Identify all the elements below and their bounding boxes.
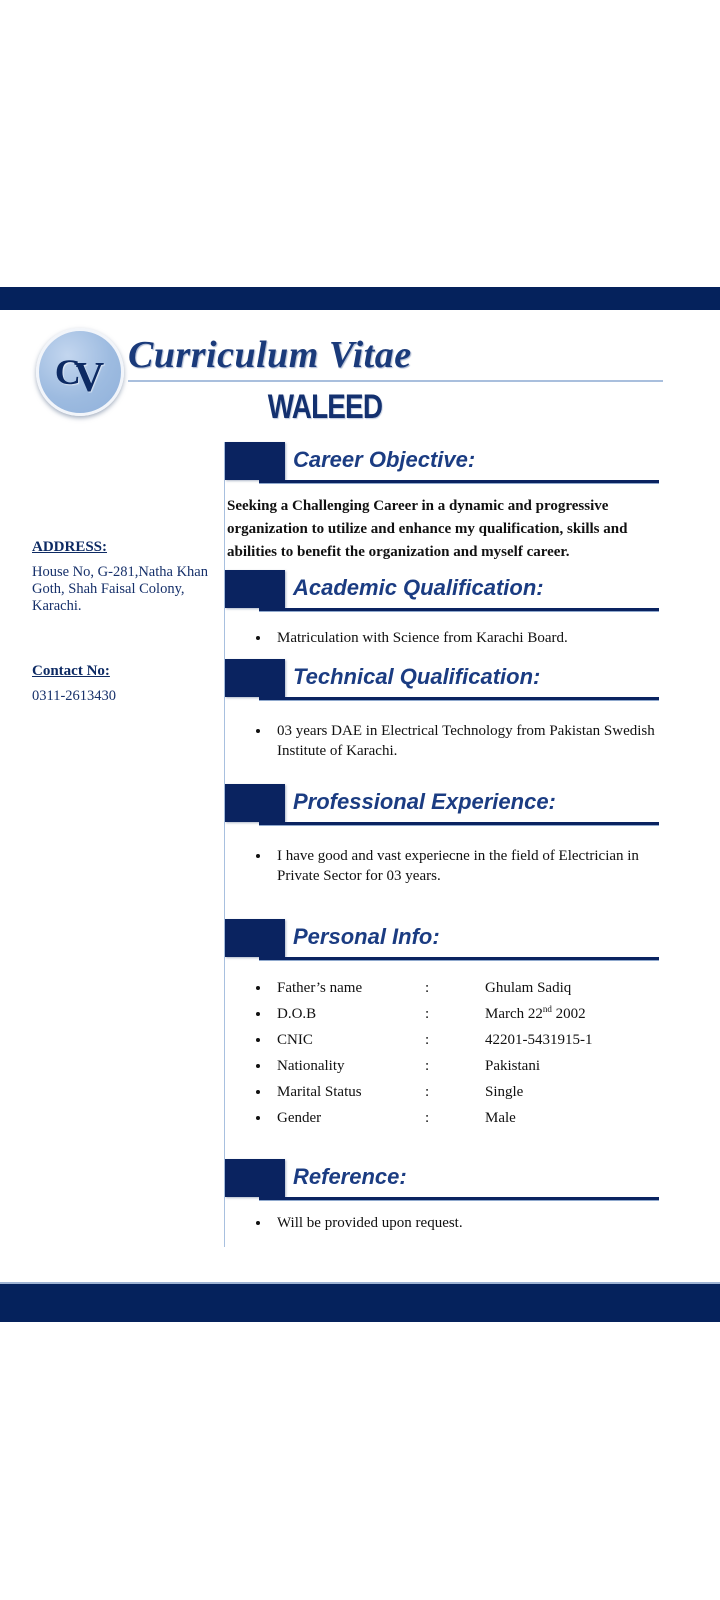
section-rule: [259, 1197, 659, 1201]
section-header-technical-qualification: [225, 659, 664, 701]
address-heading: ADDRESS:: [32, 539, 108, 555]
section-title-academic-qualification: Academic Qualification:: [293, 575, 544, 600]
section-header-personal-info: [225, 919, 664, 961]
list-item: [271, 975, 664, 1001]
personal-info-label: D.O.B: [277, 1006, 317, 1022]
contact-value: 0311-2613430: [32, 688, 117, 704]
personal-info-value: 42201-5431915-1: [485, 1032, 593, 1048]
cv-logo-letter-v: V: [73, 355, 102, 401]
section-accent-block: [225, 1159, 285, 1197]
section-accent-block: [225, 442, 285, 480]
personal-info-colon: :: [425, 1058, 430, 1074]
section-rule: [259, 957, 659, 961]
list-item: • Will be provided upon request.: [271, 1213, 664, 1233]
section-body-professional-experience: [225, 826, 664, 899]
contact-heading: Contact No:: [32, 663, 110, 679]
section-header-reference: [225, 1159, 664, 1201]
academic-qualification-list: [225, 628, 664, 648]
address-value: House No, G-281,Natha Khan Goth, Shah Faisal Colony, Karachi.: [32, 564, 208, 614]
contact-group: [32, 663, 214, 705]
section-body-reference: [225, 1201, 664, 1242]
personal-info-row: [277, 1079, 664, 1105]
personal-info-label: Father’s name: [277, 980, 363, 996]
personal-info-label: Marital Status: [277, 1084, 362, 1100]
list-item: • I have good and vast experiecne in the field of Electrician in Private Sector for 03 years.: [271, 846, 664, 886]
section-body-technical-qualification: [225, 701, 664, 774]
section-header-academic-qualification: [225, 570, 664, 612]
section-career-objective: [225, 442, 664, 566]
personal-info-row: [277, 1053, 664, 1079]
cv-logo-badge: [36, 328, 124, 416]
personal-info-colon: :: [425, 1032, 430, 1048]
list-item: [271, 1001, 664, 1027]
section-title-professional-experience: Professional Experience:: [293, 789, 556, 814]
list-item: [271, 1053, 664, 1079]
personal-info-row: [277, 1001, 664, 1027]
cv-document-page: [0, 287, 720, 1320]
section-body-personal-info: [225, 961, 664, 1141]
section-rule: [259, 608, 659, 612]
personal-info-colon: :: [425, 1110, 430, 1126]
personal-info-row: [277, 1027, 664, 1053]
section-accent-block: [225, 570, 285, 608]
section-rule: [259, 822, 659, 826]
section-header-professional-experience: [225, 784, 664, 826]
personal-info-value: Pakistani: [485, 1058, 540, 1074]
technical-qualification-list: [225, 721, 664, 761]
personal-info-colon: :: [425, 980, 430, 996]
personal-info-value: Ghulam Sadiq: [485, 980, 572, 996]
title-block: [128, 332, 663, 426]
section-title-reference: Reference:: [293, 1164, 407, 1189]
dob-year: 2002: [551, 1006, 586, 1022]
personal-info-value: Single: [485, 1084, 524, 1100]
document-title: Curriculum Vitae: [128, 334, 412, 376]
section-reference: [225, 1159, 664, 1242]
section-title-personal-info: Personal Info:: [293, 924, 440, 949]
section-title-technical-qualification: Technical Qualification:: [293, 664, 541, 689]
career-objective-paragraph: Seeking a Challenging Career in a dynamic and progressive organization to utilize and enhance my qualification, skills and abilities to benefit the organization and myself career.: [227, 498, 628, 560]
list-item: • Matriculation with Science from Karachi Board.: [271, 628, 664, 648]
dob-ordinal-suffix: nd: [542, 1004, 552, 1014]
reference-list: [225, 1213, 664, 1233]
cv-main-column: [224, 442, 664, 1247]
section-body-career-objective: [225, 484, 664, 566]
section-rule: [259, 480, 659, 484]
cv-logo-letter-c: C: [54, 352, 78, 392]
section-accent-block: [225, 659, 285, 697]
dob-prefix: March 22: [485, 1006, 543, 1022]
cv-header: [0, 310, 720, 430]
section-rule: [259, 697, 659, 701]
list-item: • 03 years DAE in Electrical Technology from Pakistan Swedish Institute of Karachi.: [271, 721, 664, 761]
list-item: [271, 1079, 664, 1105]
personal-info-value: [485, 1001, 586, 1027]
section-title-career-objective: Career Objective:: [293, 447, 476, 472]
personal-info-value: Male: [485, 1110, 516, 1126]
page-top-band: [0, 287, 720, 310]
section-accent-block: [225, 784, 285, 822]
section-technical-qualification: [225, 659, 664, 774]
cv-logo-text: [54, 350, 105, 401]
personal-info-label: Gender: [277, 1110, 322, 1126]
list-item: [271, 1027, 664, 1053]
professional-experience-list: [225, 846, 664, 886]
contact-sidebar: [32, 539, 214, 705]
section-academic-qualification: [225, 570, 664, 659]
section-header-career-objective: [225, 442, 664, 484]
personal-info-label: CNIC: [277, 1032, 313, 1048]
title-underline-rule: [128, 380, 663, 382]
section-accent-block: [225, 919, 285, 957]
personal-info-label: Nationality: [277, 1058, 345, 1074]
personal-info-row: [277, 975, 664, 1001]
personal-info-colon: :: [425, 1084, 430, 1100]
personal-info-colon: :: [425, 1006, 430, 1022]
section-body-academic-qualification: [225, 612, 664, 659]
section-personal-info: [225, 919, 664, 1141]
personal-info-row: [277, 1105, 664, 1131]
person-name: WALEED: [267, 388, 383, 426]
section-professional-experience: [225, 784, 664, 899]
personal-info-list: [225, 975, 664, 1131]
page-bottom-band: [0, 1282, 720, 1322]
list-item: [271, 1105, 664, 1131]
address-group: [32, 539, 214, 615]
